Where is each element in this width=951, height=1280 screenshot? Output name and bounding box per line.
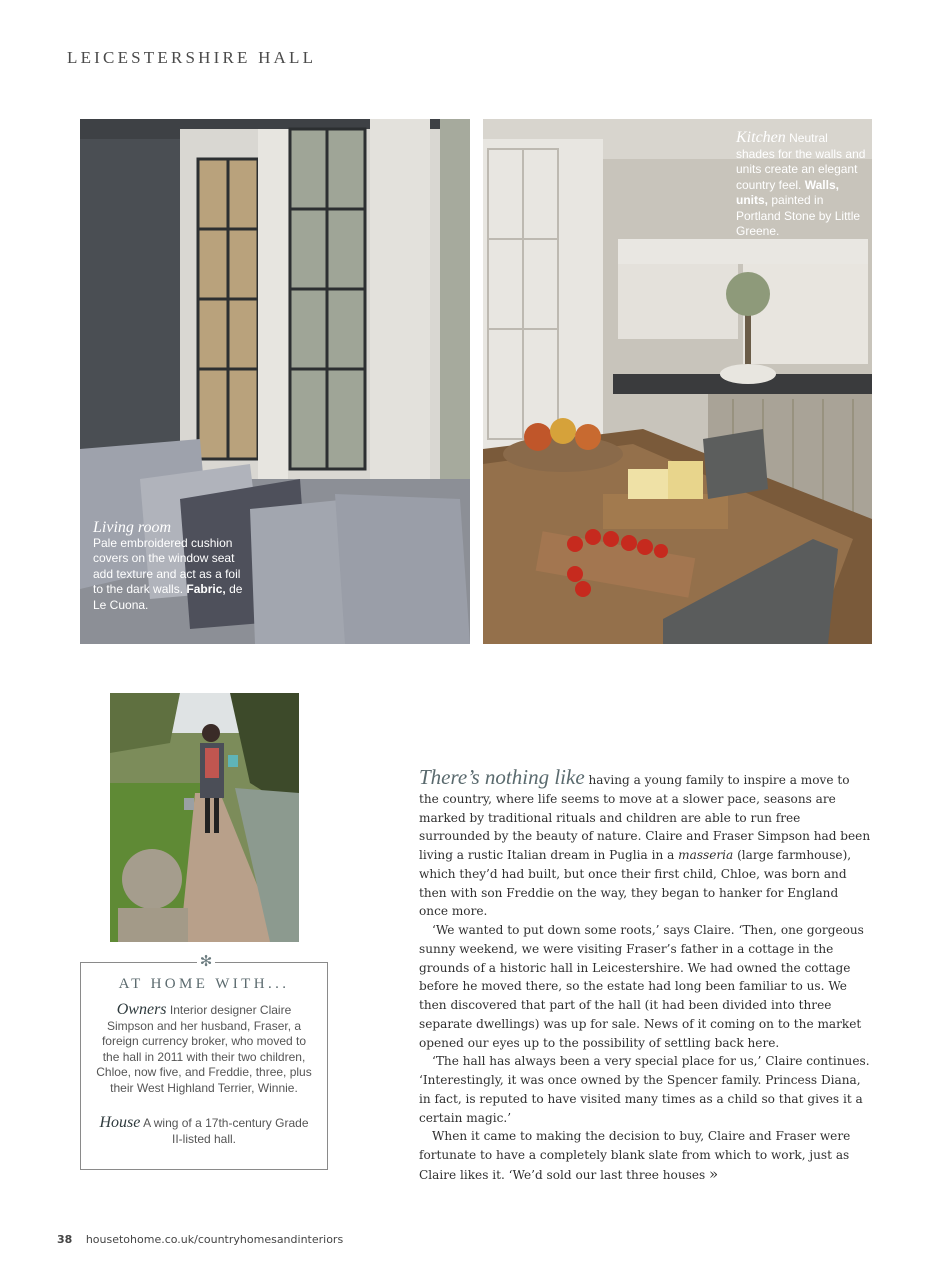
article-p4-text: When it came to making the decision to buy, Claire and Fraser were fortunate to have a completely blank slate from which to work, just as Claire likes it. ‘We’d sold our last three houses bbox=[419, 1129, 851, 1182]
house-description bbox=[96, 1115, 312, 1147]
owners-description bbox=[96, 1002, 312, 1097]
house-text: A wing of a 17th-century Grade II-listed hall. bbox=[143, 1116, 309, 1146]
article-paragraph-4 bbox=[419, 1127, 871, 1184]
page-footer bbox=[57, 1233, 343, 1246]
article-body bbox=[419, 765, 871, 1185]
footer-url: housetohome.co.uk/countryhomesandinteriors bbox=[85, 1233, 344, 1246]
page-number: 38 bbox=[57, 1233, 73, 1246]
article-paragraph-1 bbox=[419, 765, 871, 921]
article-p1-italic: masseria bbox=[678, 848, 734, 862]
kitchen-caption-credit-label: Walls, units, bbox=[736, 177, 839, 207]
living-caption-credit-label: Fabric, bbox=[186, 582, 226, 596]
section-title: LEICESTERSHIRE HALL bbox=[67, 48, 317, 67]
kitchen-caption-text: Neutral shades for the walls and units create an elegant country feel. bbox=[736, 131, 866, 192]
article-paragraph-3: ‘The hall has always been a very special place for us,’ Claire continues. ‘Interestingly, it was once owned by the Spencer family. Princess Diana, in fact, is reputed to have visited many times as a child so that gives it a certain magic.’ bbox=[419, 1054, 870, 1125]
living-caption-title: Living room bbox=[93, 519, 172, 536]
continue-arrow-icon: » bbox=[709, 1164, 719, 1183]
article-p1-part-b: (large farmhouse), which they’d had built, but once their first child, Chloe, was born and then with son Freddie on the way, they began to hanker for England once more. bbox=[419, 848, 852, 919]
kitchen-caption-credit-value: painted in Portland Stone by Little Greene. bbox=[736, 193, 861, 238]
owners-label: Owners bbox=[116, 1001, 167, 1018]
ornament-icon: ✻ bbox=[197, 953, 215, 971]
kitchen-caption bbox=[736, 130, 866, 240]
at-home-with-heading: AT HOME WITH... bbox=[118, 976, 290, 992]
living-caption-text: Pale embroidered cushion covers on the window seat add texture and act as a foil to the dark walls. bbox=[93, 535, 241, 596]
article-paragraph-2: ‘We wanted to put down some roots,’ says Claire. ‘Then, one gorgeous sunny weekend, we were visiting Fraser’s father in a cottage in the grounds of a historic hall in Leicestershire. We had owned the cottage before he moved there, so the estate had long been familiar to us. We then discovered that part of the hall (it had been divided into three separate dwellings) was up for sale. News of it coming on to the market opened our eyes up to the possibility of settling back here. bbox=[419, 923, 864, 1050]
garden-portrait-photo bbox=[110, 693, 299, 942]
owners-text: Interior designer Claire Simpson and her husband, Fraser, a foreign currency broker, who moved to the hall in 2011 with their two children, Chloe, now five, and Freddie, three, plus their West Highland Terrier, Winnie. bbox=[96, 1003, 312, 1095]
living-room-caption bbox=[93, 520, 253, 613]
living-caption-credit-value: de Le Cuona. bbox=[93, 582, 243, 612]
house-label: House bbox=[99, 1114, 141, 1131]
article-p1-part-a: having a young family to inspire a move to the country, where life seems to move at a slower pace, seasons are marked by traditional rituals and children are able to run free surrounded by the beauty of nature. Claire and Fraser Simpson had been living a rustic Italian dream in Puglia in a bbox=[419, 773, 871, 862]
kitchen-caption-title: Kitchen bbox=[736, 129, 786, 146]
article-lead: There’s nothing like bbox=[419, 765, 585, 789]
